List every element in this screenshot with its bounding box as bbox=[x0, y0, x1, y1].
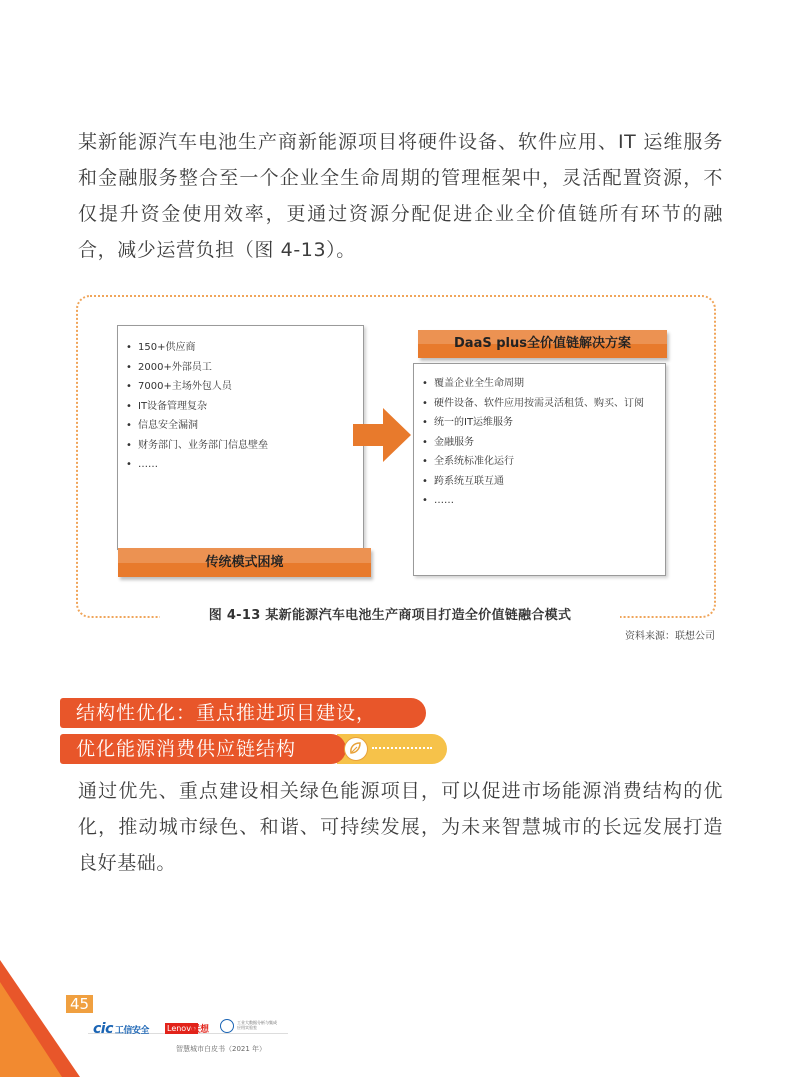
leaf-icon bbox=[344, 737, 368, 761]
section-heading-line-1: 结构性优化：重点推进项目建设， bbox=[60, 698, 426, 728]
corner-decoration bbox=[0, 960, 80, 1077]
list-item: • 覆盖企业全生命周期 bbox=[418, 374, 644, 394]
list-item: • 财务部门、业务部门信息壁垒 bbox=[122, 436, 268, 456]
list-item: • IT设备管理复杂 bbox=[122, 397, 268, 417]
section-heading-line-2: 优化能源消费供应链结构 bbox=[60, 734, 346, 764]
list-item: • …… bbox=[418, 491, 644, 511]
list-item: • 全系统标准化运行 bbox=[418, 452, 644, 472]
figure-caption: 图 4-13 某新能源汽车电池生产商项目打造全价值链融合模式 bbox=[160, 603, 620, 629]
cic-logo: cic 工信安全 bbox=[93, 1021, 149, 1037]
intro-paragraph: 某新能源汽车电池生产商新能源项目将硬件设备、软件应用、IT 运维服务和金融服务整合至一个企业全生命周期的管理框架中，灵活配置资源，不仅提升资金使用效率，更通过资源分配促进企业全价值链所有环节的融合，减少运营负担（图 4-13）。 bbox=[78, 131, 723, 261]
banner-label: 传统模式困境 bbox=[205, 555, 284, 570]
page-number: 45 bbox=[66, 995, 93, 1013]
lenovo-logo: Lenovo bbox=[167, 1024, 196, 1033]
daas-solution-banner bbox=[418, 330, 667, 358]
list-item: • 硬件设备、软件应用按需灵活租赁、购买、订阅 bbox=[418, 394, 644, 414]
list-item: • 7000+主场外包人员 bbox=[122, 377, 268, 397]
daas-solution-box bbox=[413, 363, 666, 576]
list-item: • 信息安全漏洞 bbox=[122, 416, 268, 436]
figure-source: 资料来源：联想公司 bbox=[625, 631, 715, 642]
list-item: • 金融服务 bbox=[418, 433, 644, 453]
right-arrow-icon bbox=[353, 408, 413, 462]
list-item: • …… bbox=[122, 455, 268, 475]
daas-solution-list bbox=[418, 374, 644, 511]
banner-label: DaaS plus全价值链解决方案 bbox=[454, 336, 631, 351]
list-item: • 跨系统互联互通 bbox=[418, 472, 644, 492]
body-paragraph: 通过优先、重点建设相关绿色能源项目，可以促进市场能源消费结构的优化，推动城市绿色、和谐、可持续发展，为未来智慧城市的长远发展打造良好基础。 bbox=[78, 780, 723, 874]
lenovo-cn-logo: 联想 bbox=[191, 1025, 210, 1035]
list-item: • 统一的IT运维服务 bbox=[418, 413, 644, 433]
traditional-model-banner bbox=[118, 548, 371, 577]
book-title: 智慧城市白皮书（2021 年） bbox=[176, 1045, 267, 1053]
list-item: • 150+供应商 bbox=[122, 338, 268, 358]
dotted-line bbox=[372, 747, 432, 749]
traditional-problems-box bbox=[117, 325, 364, 550]
list-item: • 2000+外部员工 bbox=[122, 358, 268, 378]
institute-logo-text: 工业大数据分析与集成应用实验室 bbox=[237, 1020, 277, 1030]
traditional-problems-list bbox=[122, 338, 268, 475]
institute-logo-icon bbox=[220, 1019, 234, 1033]
